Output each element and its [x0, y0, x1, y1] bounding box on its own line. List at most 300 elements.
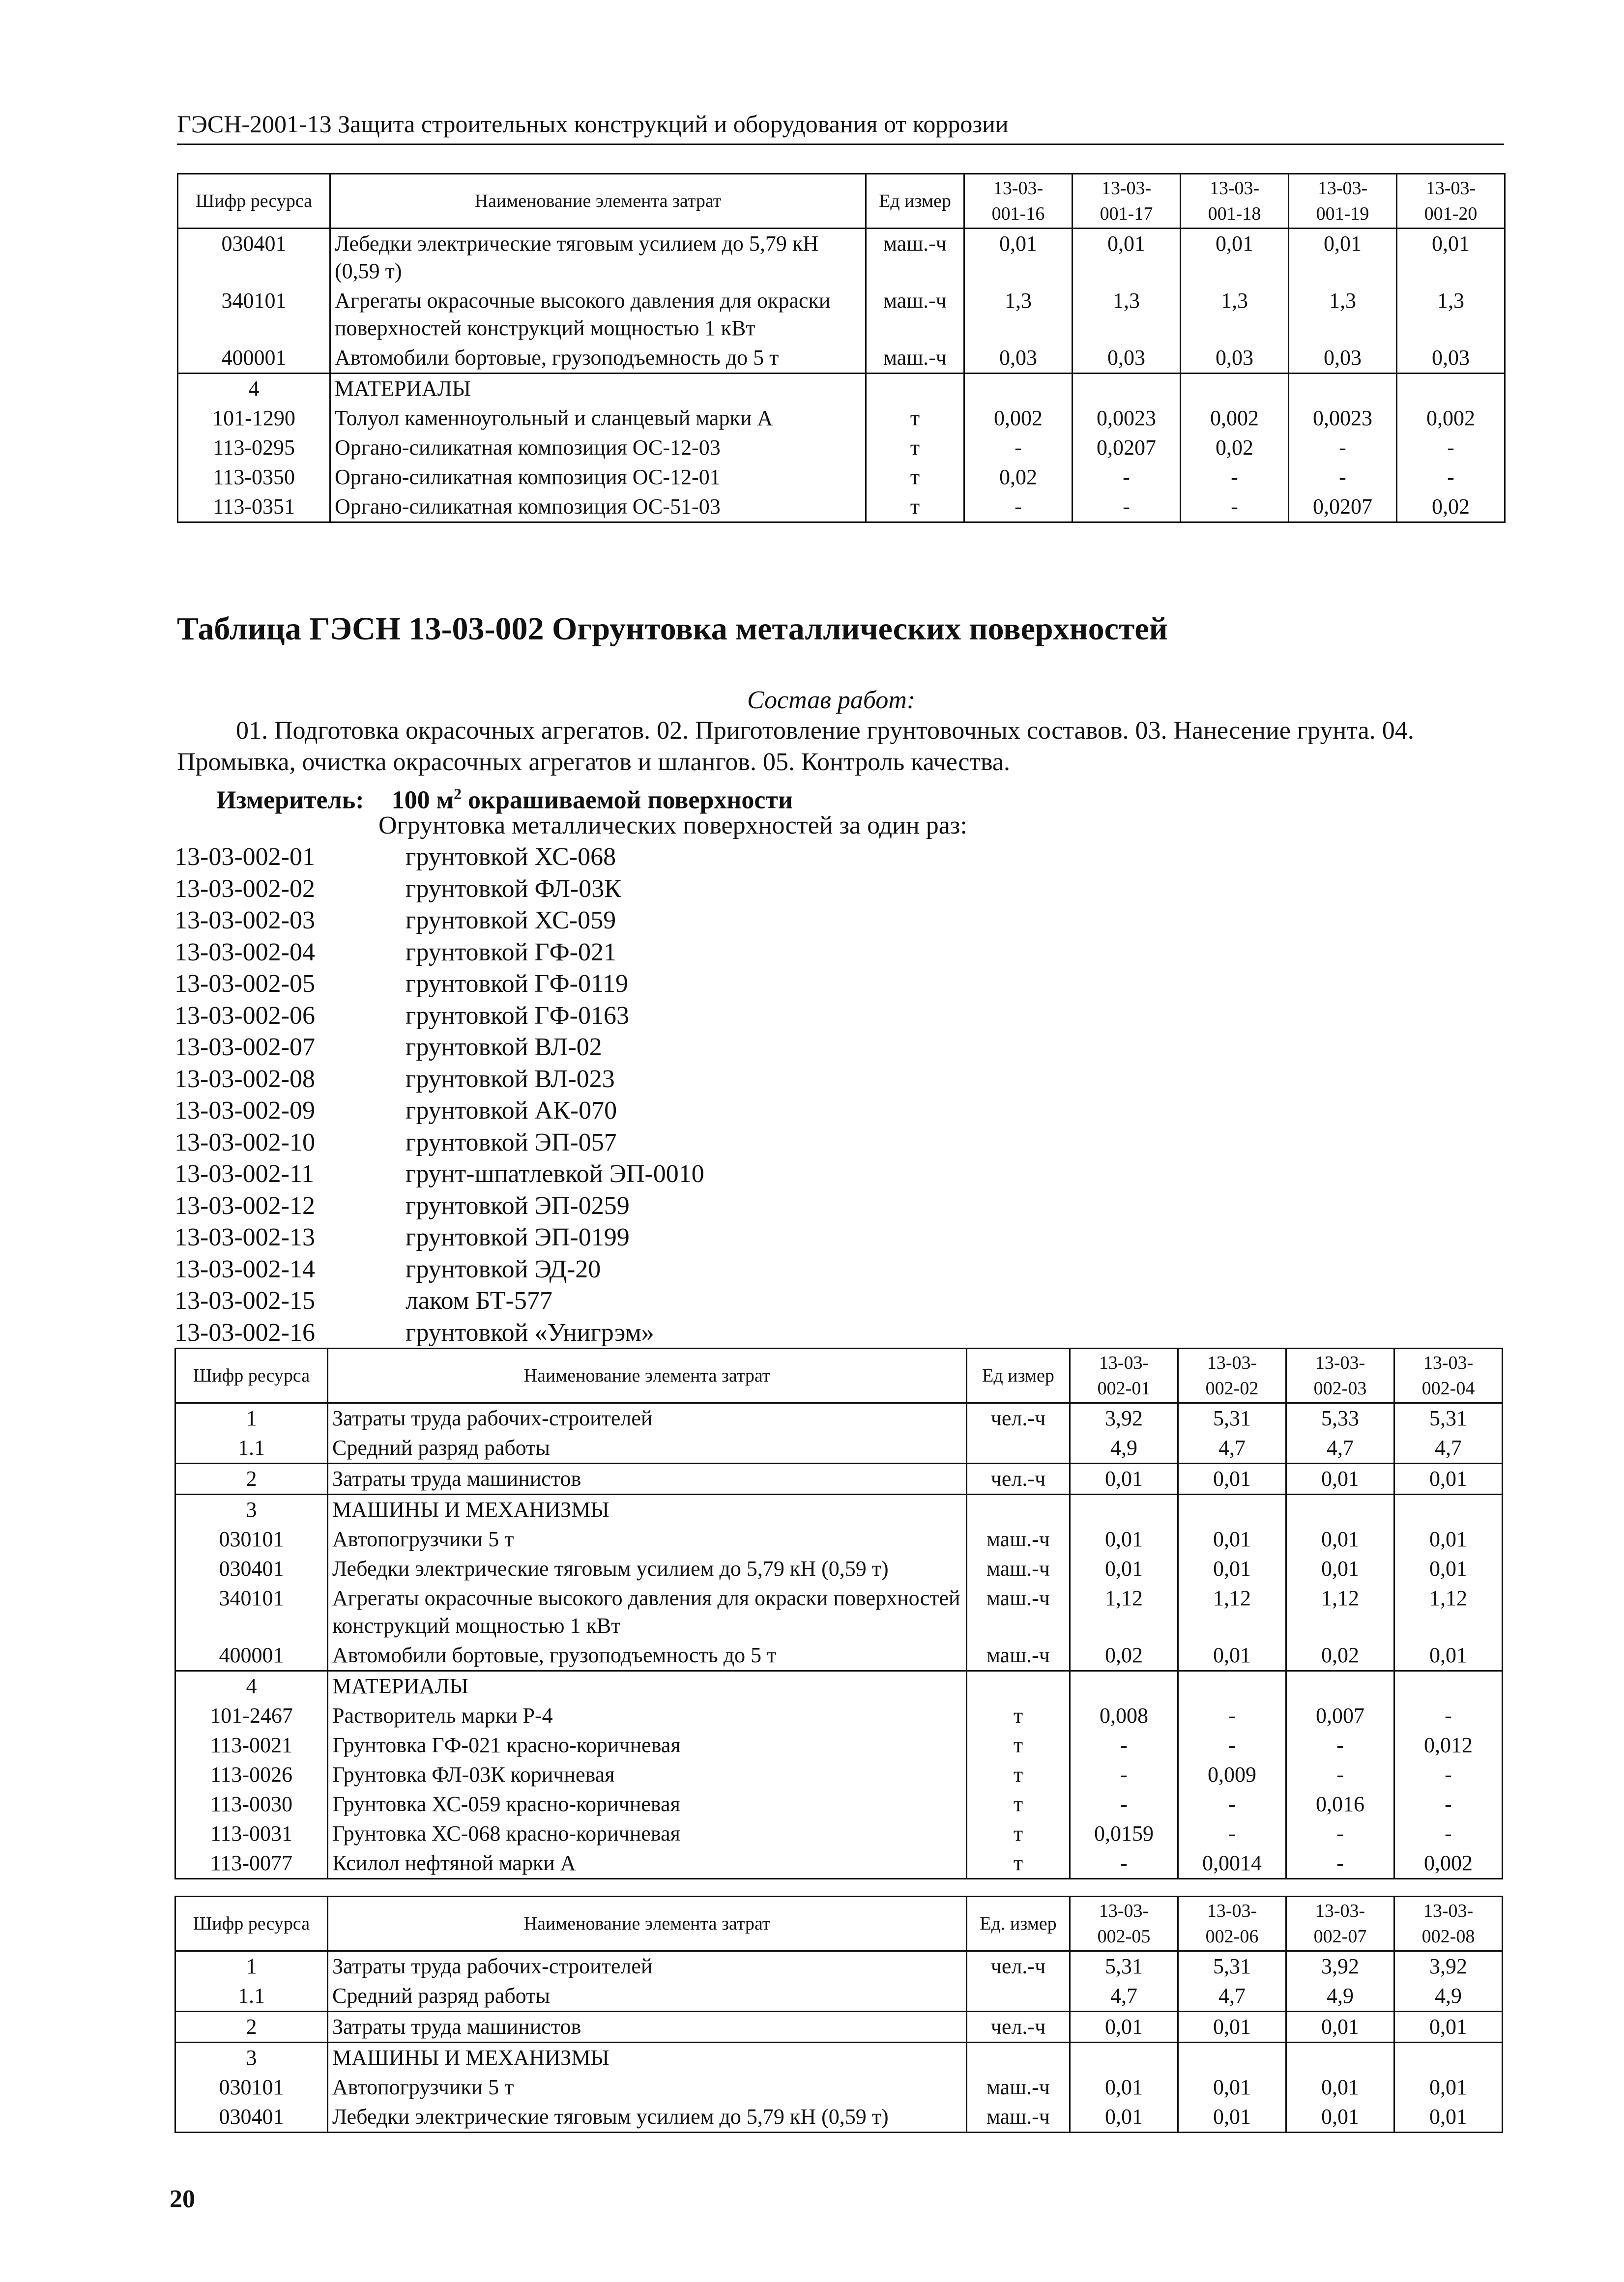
resource-code-cell: 4	[178, 374, 330, 404]
resource-code-cell: 030101	[175, 1525, 328, 1554]
value-cell: 0,01	[1070, 2102, 1178, 2133]
value-cell: 0,01	[1394, 1554, 1503, 1584]
value-cell: -	[1181, 492, 1289, 522]
section-title: Таблица ГЭСН 13-03-002 Огрунтовка металлических поверхностей	[177, 611, 1168, 647]
value-cell: 0,01	[1178, 2073, 1286, 2102]
table-row	[178, 286, 1505, 343]
value-cell: 0,016	[1286, 1790, 1394, 1819]
value-cell: 0,01	[1070, 1464, 1178, 1495]
list-item	[174, 1095, 704, 1127]
value-cell: -	[1073, 492, 1181, 522]
page-number: 20	[170, 2185, 195, 2213]
column-header: 13-03- 002-04	[1394, 1349, 1503, 1403]
item-name: грунтовкой ЭП-057	[406, 1128, 617, 1156]
value-cell	[1070, 1671, 1178, 1702]
item-name: лаком БТ-577	[406, 1287, 552, 1315]
resource-code-cell: 113-0026	[175, 1760, 328, 1790]
item-name: грунтовкой «Унигрэм»	[406, 1318, 654, 1347]
item-name: грунтовкой ЭД-20	[406, 1255, 601, 1283]
item-name: грунт-шпатлевкой ЭП-0010	[406, 1160, 704, 1188]
unit-cell: чел.-ч	[967, 1464, 1070, 1495]
item-name: грунтовкой ХС-068	[406, 843, 616, 871]
resource-name-cell: МАТЕРИАЛЫ	[330, 374, 866, 404]
table-row	[175, 1701, 1503, 1731]
resource-code-cell: 030401	[178, 229, 330, 287]
list-item	[174, 968, 704, 1000]
resource-name-cell: МАШИНЫ И МЕХАНИЗМЫ	[328, 1495, 967, 1525]
resource-table-002-b	[174, 1896, 1503, 2133]
resource-table-002-a	[174, 1348, 1503, 1879]
table-row	[178, 433, 1505, 462]
unit-cell	[967, 1981, 1070, 2012]
value-cell: -	[1070, 1790, 1178, 1819]
list-item	[174, 1127, 704, 1159]
value-cell: -	[1178, 1701, 1286, 1731]
column-header: Наименование элемента затрат	[328, 1897, 967, 1951]
unit-cell: т	[866, 462, 964, 492]
header-row	[175, 1349, 1503, 1403]
resource-code-cell: 113-0350	[178, 462, 330, 492]
item-code: 13-03-002-04	[174, 938, 315, 966]
resource-code-cell: 400001	[178, 343, 330, 374]
item-code: 13-03-002-16	[174, 1318, 315, 1347]
table-row	[175, 1403, 1503, 1434]
value-cell: 3,92	[1286, 1951, 1394, 1982]
value-cell: 4,7	[1070, 1981, 1178, 2012]
list-item	[174, 873, 704, 905]
list-item	[174, 1000, 704, 1032]
value-cell: 1,3	[1397, 286, 1505, 343]
table-row	[175, 1760, 1503, 1790]
value-cell: 0,02	[1070, 1641, 1178, 1671]
unit-cell	[866, 374, 964, 404]
value-cell: 0,01	[1394, 2073, 1503, 2102]
item-name: грунтовкой ВЛ-023	[406, 1065, 615, 1093]
value-cell: -	[1070, 1731, 1178, 1760]
table-row	[175, 1433, 1503, 1464]
column-header: Шифр ресурса	[178, 174, 330, 229]
value-cell: -	[1286, 1760, 1394, 1790]
item-code: 13-03-002-05	[174, 970, 315, 998]
value-cell: 0,002	[964, 404, 1073, 433]
resource-code-cell: 1	[175, 1403, 328, 1434]
value-cell: 0,01	[1286, 1464, 1394, 1495]
item-code: 13-03-002-14	[174, 1255, 315, 1283]
measure-unit	[216, 779, 793, 815]
column-header: Ед. измер	[967, 1897, 1070, 1951]
value-cell	[964, 374, 1073, 404]
table-row	[175, 1525, 1503, 1554]
unit-cell: т	[866, 404, 964, 433]
unit-cell: т	[967, 1790, 1070, 1819]
value-cell: 0,02	[1397, 492, 1505, 522]
value-cell: 1,3	[1073, 286, 1181, 343]
table-row	[175, 2012, 1503, 2043]
table-body	[178, 229, 1505, 522]
item-name: грунтовкой ГФ-021	[406, 938, 616, 966]
resource-name-cell: Автомобили бортовые, грузоподъемность до 5 т	[328, 1641, 967, 1671]
item-name: грунтовкой ХС-059	[406, 906, 616, 934]
value-cell: 0,02	[1181, 433, 1289, 462]
item-name: грунтовкой ЭП-0259	[406, 1191, 630, 1220]
table-body	[175, 1403, 1503, 1879]
resource-code-cell: 113-0351	[178, 492, 330, 522]
measure-value: 100 м	[391, 786, 454, 814]
resource-name-cell: Грунтовка ХС-059 красно-коричневая	[328, 1790, 967, 1819]
measure-label: Измеритель:	[216, 786, 364, 814]
value-cell: 0,03	[1181, 343, 1289, 374]
resource-name-cell: Лебедки электрические тяговым усилием до 5,79 кН (0,59 т)	[330, 229, 866, 287]
value-cell: 0,01	[1286, 1554, 1394, 1584]
value-cell: 0,01	[1181, 229, 1289, 287]
table-header	[178, 174, 1505, 229]
value-cell: 0,01	[1394, 1464, 1503, 1495]
measure-exponent: 2	[454, 785, 462, 803]
unit-cell: т	[967, 1819, 1070, 1849]
item-code: 13-03-002-08	[174, 1065, 315, 1093]
value-cell: 0,01	[1070, 2012, 1178, 2043]
resource-name-cell: Автопогрузчики 5 т	[328, 2073, 967, 2102]
value-cell: -	[1181, 462, 1289, 492]
resource-code-cell: 340101	[175, 1584, 328, 1641]
list-item	[174, 1190, 704, 1222]
value-cell: 0,01	[1178, 2012, 1286, 2043]
value-cell: 0,0159	[1070, 1819, 1178, 1849]
table-body	[175, 1951, 1503, 2133]
item-name: грунтовкой АК-070	[406, 1097, 617, 1125]
value-cell: -	[1070, 1760, 1178, 1790]
item-name: грунтовкой ГФ-0119	[406, 970, 629, 998]
resource-code-cell: 340101	[178, 286, 330, 343]
list-item	[174, 937, 704, 969]
column-header: 13-03- 002-05	[1070, 1897, 1178, 1951]
item-code: 13-03-002-09	[174, 1097, 315, 1125]
value-cell: -	[1178, 1819, 1286, 1849]
resource-name-cell: Грунтовка ГФ-021 красно-коричневая	[328, 1731, 967, 1760]
table-row	[175, 2102, 1503, 2133]
value-cell: 0,002	[1397, 404, 1505, 433]
column-header: Наименование элемента затрат	[328, 1349, 967, 1403]
value-cell: 4,9	[1070, 1433, 1178, 1464]
value-cell: 0,01	[1394, 1525, 1503, 1554]
running-header: ГЭСН-2001-13 Защита строительных конструкций и оборудования от коррозии	[177, 109, 1504, 145]
value-cell: 0,0014	[1178, 1849, 1286, 1879]
value-cell: 1,3	[964, 286, 1073, 343]
column-header: 13-03- 002-03	[1286, 1349, 1394, 1403]
column-header: 13-03- 001-16	[964, 174, 1073, 229]
resource-code-cell: 1	[175, 1951, 328, 1982]
resource-code-cell: 113-0030	[175, 1790, 328, 1819]
value-cell: 0,01	[1070, 2073, 1178, 2102]
item-code: 13-03-002-11	[174, 1160, 315, 1188]
unit-cell: т	[967, 1731, 1070, 1760]
header-row	[178, 174, 1505, 229]
resource-name-cell: Грунтовка ФЛ-03К коричневая	[328, 1760, 967, 1790]
table-row	[178, 404, 1505, 433]
resource-code-cell: 1.1	[175, 1981, 328, 2012]
resource-name-cell: Средний разряд работы	[328, 1433, 967, 1464]
table-row	[175, 2043, 1503, 2073]
table-row	[175, 1731, 1503, 1760]
resource-name-cell: Затраты труда машинистов	[328, 1464, 967, 1495]
table-row	[175, 1671, 1503, 1702]
value-cell: 0,012	[1394, 1731, 1503, 1760]
value-cell: 0,0023	[1073, 404, 1181, 433]
value-cell: 1,12	[1286, 1584, 1394, 1641]
column-header: 13-03- 002-02	[1178, 1349, 1286, 1403]
value-cell: 0,01	[964, 229, 1073, 287]
value-cell	[1070, 1495, 1178, 1525]
table-row	[178, 374, 1505, 404]
value-cell: 0,02	[1286, 1641, 1394, 1671]
value-cell: 3,92	[1394, 1951, 1503, 1982]
table-row	[175, 1641, 1503, 1671]
measure-tail: окрашиваемой поверхности	[462, 786, 793, 814]
unit-cell	[967, 1671, 1070, 1702]
list-item	[174, 1285, 704, 1317]
resource-code-cell: 2	[175, 2012, 328, 2043]
unit-cell: маш.-ч	[866, 343, 964, 374]
resource-table-001	[177, 173, 1506, 523]
table-row	[178, 343, 1505, 374]
code-list	[174, 841, 704, 1349]
item-name: грунтовкой ВЛ-02	[406, 1033, 602, 1061]
value-cell: 0,002	[1181, 404, 1289, 433]
resource-name-cell: Агрегаты окрасочные высокого давления для окраски поверхностей конструкций мощностью 1 кВт	[330, 286, 866, 343]
value-cell: -	[1394, 1790, 1503, 1819]
value-cell: 0,03	[1073, 343, 1181, 374]
value-cell: -	[1394, 1701, 1503, 1731]
resource-code-cell: 113-0031	[175, 1819, 328, 1849]
table-row	[178, 229, 1505, 287]
value-cell: -	[1178, 1790, 1286, 1819]
work-composition-label: Состав работ:	[747, 686, 916, 714]
value-cell: 0,03	[964, 343, 1073, 374]
item-code: 13-03-002-15	[174, 1287, 315, 1315]
value-cell	[1286, 1495, 1394, 1525]
value-cell: 0,01	[1394, 2102, 1503, 2133]
value-cell: 0,0023	[1289, 404, 1397, 433]
value-cell: 1,3	[1289, 286, 1397, 343]
value-cell: 0,0207	[1289, 492, 1397, 522]
table-row	[175, 1464, 1503, 1495]
resource-name-cell: Органо-силикатная композиция ОС-12-03	[330, 433, 866, 462]
resource-name-cell: Растворитель марки Р-4	[328, 1701, 967, 1731]
value-cell: -	[1289, 462, 1397, 492]
resource-code-cell: 4	[175, 1671, 328, 1702]
item-code: 13-03-002-02	[174, 874, 315, 903]
resource-name-cell: Средний разряд работы	[328, 1981, 967, 2012]
resource-code-cell: 113-0077	[175, 1849, 328, 1879]
resource-code-cell: 030401	[175, 1554, 328, 1584]
value-cell: 0,01	[1394, 2012, 1503, 2043]
value-cell: 4,7	[1286, 1433, 1394, 1464]
unit-cell	[967, 1495, 1070, 1525]
unit-cell: чел.-ч	[967, 1403, 1070, 1434]
table-row	[175, 1554, 1503, 1584]
value-cell: 0,01	[1178, 2102, 1286, 2133]
value-cell: 4,7	[1178, 1981, 1286, 2012]
unit-cell: т	[866, 492, 964, 522]
table-header	[175, 1897, 1503, 1951]
unit-cell: маш.-ч	[866, 229, 964, 287]
value-cell: 4,9	[1286, 1981, 1394, 2012]
item-name: грунтовкой ЭП-0199	[406, 1223, 630, 1251]
resource-name-cell: Затраты труда рабочих-строителей	[328, 1951, 967, 1982]
value-cell	[1286, 1671, 1394, 1702]
value-cell	[1073, 374, 1181, 404]
value-cell: -	[1289, 433, 1397, 462]
resource-code-cell: 113-0021	[175, 1731, 328, 1760]
table-row	[175, 1790, 1503, 1819]
value-cell: 0,01	[1178, 1464, 1286, 1495]
item-name: грунтовкой ФЛ-03К	[406, 874, 621, 903]
resource-name-cell: МАШИНЫ И МЕХАНИЗМЫ	[328, 2043, 967, 2073]
table-row	[175, 1951, 1503, 1982]
value-cell: 0,01	[1070, 1554, 1178, 1584]
value-cell	[1070, 2043, 1178, 2073]
resource-name-cell: Затраты труда машинистов	[328, 2012, 967, 2043]
unit-cell: маш.-ч	[967, 2102, 1070, 2133]
value-cell: -	[1394, 1760, 1503, 1790]
value-cell: 5,31	[1178, 1403, 1286, 1434]
column-header: Шифр ресурса	[175, 1349, 328, 1403]
value-cell	[1394, 1495, 1503, 1525]
list-item	[174, 1222, 704, 1254]
value-cell: 5,33	[1286, 1403, 1394, 1434]
table-header	[175, 1349, 1503, 1403]
resource-code-cell: 1.1	[175, 1433, 328, 1464]
column-header: Наименование элемента затрат	[330, 174, 866, 229]
header-row	[175, 1897, 1503, 1951]
item-code: 13-03-002-03	[174, 906, 315, 934]
item-code: 13-03-002-13	[174, 1223, 315, 1251]
item-code: 13-03-002-06	[174, 1001, 315, 1030]
value-cell: 5,31	[1178, 1951, 1286, 1982]
resource-code-cell: 113-0295	[178, 433, 330, 462]
resource-code-cell: 3	[175, 1495, 328, 1525]
value-cell: 0,009	[1178, 1760, 1286, 1790]
item-code: 13-03-002-10	[174, 1128, 315, 1156]
value-cell: 0,01	[1178, 1554, 1286, 1584]
resource-code-cell: 3	[175, 2043, 328, 2073]
value-cell: 1,3	[1181, 286, 1289, 343]
value-cell	[1289, 374, 1397, 404]
resource-name-cell: Агрегаты окрасочные высокого давления для окраски поверхностей конструкций мощностью 1 кВт	[328, 1584, 967, 1641]
value-cell	[1286, 2043, 1394, 2073]
value-cell: 4,7	[1178, 1433, 1286, 1464]
column-header: 13-03- 002-06	[1178, 1897, 1286, 1951]
column-header: 13-03- 001-18	[1181, 174, 1289, 229]
value-cell: 5,31	[1394, 1403, 1503, 1434]
value-cell: 1,12	[1070, 1584, 1178, 1641]
unit-cell: маш.-ч	[967, 1525, 1070, 1554]
resource-code-cell: 101-2467	[175, 1701, 328, 1731]
resource-name-cell: Органо-силикатная композиция ОС-12-01	[330, 462, 866, 492]
unit-cell: чел.-ч	[967, 1951, 1070, 1982]
resource-name-cell: Лебедки электрические тяговым усилием до 5,79 кН (0,59 т)	[328, 1554, 967, 1584]
value-cell	[1181, 374, 1289, 404]
value-cell: 0,0207	[1073, 433, 1181, 462]
list-item	[174, 1254, 704, 1286]
work-composition-text: 01. Подготовка окрасочных агрегатов. 02. Приготовление грунтовочных составов. 03. Нанесение грунта. 04. Промывка, очистка окрасочных агрегатов и шлангов. 05. Контроль качества.	[177, 717, 1414, 776]
unit-cell: маш.-ч	[967, 1641, 1070, 1671]
item-code: 13-03-002-01	[174, 843, 315, 871]
column-header: 13-03- 001-20	[1397, 174, 1505, 229]
column-header: Ед измер	[866, 174, 964, 229]
value-cell: 1,12	[1178, 1584, 1286, 1641]
column-header: 13-03- 002-07	[1286, 1897, 1394, 1951]
unit-cell: т	[866, 433, 964, 462]
resource-name-cell: МАТЕРИАЛЫ	[328, 1671, 967, 1702]
value-cell	[1178, 2043, 1286, 2073]
list-item	[174, 841, 704, 873]
column-header: 13-03- 001-19	[1289, 174, 1397, 229]
value-cell: 0,03	[1289, 343, 1397, 374]
table-row	[175, 1584, 1503, 1641]
unit-cell: т	[967, 1849, 1070, 1879]
value-cell	[1178, 1495, 1286, 1525]
value-cell: 4,7	[1394, 1433, 1503, 1464]
item-code: 13-03-002-12	[174, 1191, 315, 1220]
value-cell: -	[1178, 1731, 1286, 1760]
value-cell: 0,002	[1394, 1849, 1503, 1879]
resource-name-cell: Органо-силикатная композиция ОС-51-03	[330, 492, 866, 522]
unit-cell: маш.-ч	[967, 1554, 1070, 1584]
resource-code-cell: 030101	[175, 2073, 328, 2102]
table-row	[175, 2073, 1503, 2102]
resource-name-cell: Толуол каменноугольный и сланцевый марки А	[330, 404, 866, 433]
value-cell: 3,92	[1070, 1403, 1178, 1434]
resource-code-cell: 030401	[175, 2102, 328, 2133]
column-header: Шифр ресурса	[175, 1897, 328, 1951]
value-cell: -	[1397, 462, 1505, 492]
unit-cell: чел.-ч	[967, 2012, 1070, 2043]
table-row	[175, 1849, 1503, 1879]
value-cell: 0,01	[1073, 229, 1181, 287]
resource-name-cell: Затраты труда рабочих-строителей	[328, 1403, 967, 1434]
list-item	[174, 1158, 704, 1190]
table-row	[175, 1981, 1503, 2012]
unit-cell: т	[967, 1760, 1070, 1790]
value-cell	[1394, 2043, 1503, 2073]
column-header: 13-03- 002-01	[1070, 1349, 1178, 1403]
value-cell: 4,9	[1394, 1981, 1503, 2012]
value-cell	[1178, 1671, 1286, 1702]
table-row	[178, 462, 1505, 492]
list-intro: Огрунтовка металлических поверхностей за один раз:	[378, 811, 967, 839]
table-row	[175, 1819, 1503, 1849]
item-name: грунтовкой ГФ-0163	[406, 1001, 629, 1030]
value-cell: -	[1073, 462, 1181, 492]
column-header: 13-03- 002-08	[1394, 1897, 1503, 1951]
list-item	[174, 1064, 704, 1096]
value-cell: -	[964, 492, 1073, 522]
value-cell: 1,12	[1394, 1584, 1503, 1641]
resource-name-cell: Грунтовка ХС-068 красно-коричневая	[328, 1819, 967, 1849]
value-cell: 0,01	[1397, 229, 1505, 287]
resource-name-cell: Лебедки электрические тяговым усилием до 5,79 кН (0,59 т)	[328, 2102, 967, 2133]
value-cell: 0,01	[1070, 1525, 1178, 1554]
value-cell: 0,01	[1178, 1641, 1286, 1671]
value-cell: -	[1394, 1819, 1503, 1849]
unit-cell: т	[967, 1701, 1070, 1731]
list-item	[174, 1317, 704, 1349]
resource-code-cell: 2	[175, 1464, 328, 1495]
list-item	[174, 905, 704, 937]
resource-name-cell: Ксилол нефтяной марки А	[328, 1849, 967, 1879]
value-cell: 0,03	[1397, 343, 1505, 374]
